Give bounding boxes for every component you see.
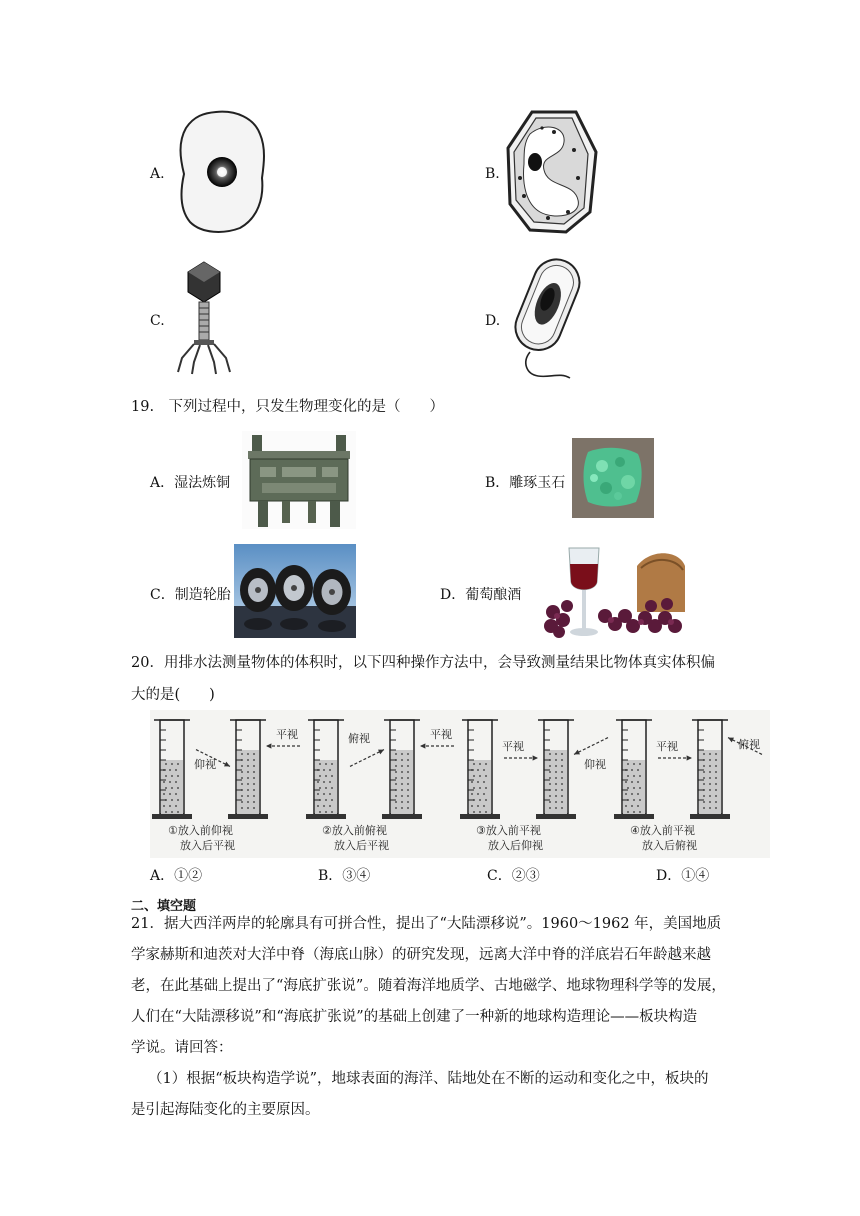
- cylinder-1-before-base: [152, 814, 192, 819]
- q19-option-b-text: 雕琢玉石: [509, 475, 566, 491]
- q19-option-d-letter: D．: [440, 587, 466, 603]
- animal-cell-icon: [176, 108, 268, 236]
- q19-option-a-letter: A．: [150, 475, 175, 491]
- q20-option-a[interactable]: [150, 865, 202, 885]
- q19-option-c-letter: C．: [150, 587, 175, 603]
- cylinder-3-after-base: [536, 814, 576, 819]
- plant-cell-icon: [504, 108, 600, 236]
- q18-option-d-letter: D.: [485, 313, 501, 329]
- panel-label-3-line2: 放入后仰视: [488, 839, 543, 852]
- q19-option-d-text: 葡萄酿酒: [465, 587, 522, 603]
- q20-stem-line2: 大的是( ): [131, 687, 215, 703]
- q18-option-c-letter: C.: [150, 313, 165, 329]
- q19-option-d[interactable]: [440, 584, 521, 604]
- q19-option-a[interactable]: [150, 472, 230, 492]
- q20-option-c[interactable]: [487, 865, 540, 885]
- bronze-ding-icon: [242, 431, 356, 529]
- q21-line-4: 人们在“大陆漂移说”和“海底扩张说”的基础上创建了一种新的地球构造理论——板块构造: [131, 1009, 698, 1025]
- q19-option-c[interactable]: [150, 584, 231, 604]
- grape-wine-icon: [541, 542, 685, 640]
- q19-option-c-text: 制造轮胎: [174, 587, 231, 603]
- panel-label-2-line1: ②放入前俯视: [322, 824, 387, 837]
- bacterium-icon: [508, 252, 588, 384]
- tires-icon: [234, 544, 356, 638]
- panel-label-3-line1: ③放入前平视: [476, 824, 541, 837]
- q20-option-a-text: ①②: [174, 868, 203, 884]
- view-label-2-first: 俯视: [348, 732, 370, 745]
- q18-option-b-letter: B.: [485, 166, 500, 182]
- q19-option-b[interactable]: [485, 472, 565, 492]
- bacteriophage-icon: [172, 258, 236, 378]
- view-label-4-first: 平视: [656, 740, 678, 753]
- q20-option-b[interactable]: [318, 865, 370, 885]
- q21-line-2: 学家赫斯和迪茨对大洋中脊（海底山脉）的研究发现，远离大洋中脊的洋底岩石年龄越来越: [131, 947, 711, 963]
- q20-option-b-letter: B．: [318, 868, 343, 884]
- q21-line-5: 学说。请回答：: [131, 1040, 233, 1056]
- panel-label-2-line2: 放入后平视: [334, 839, 389, 852]
- cylinder-figure: [150, 710, 770, 858]
- panel-label-4-line1: ④放入前平视: [630, 824, 695, 837]
- q21-sub1-line1: （1）根据“板块构造学说”，地球表面的海洋、陆地处在不断的运动和变化之中，板块的: [148, 1071, 709, 1087]
- jade-stone-icon: [572, 438, 654, 518]
- section-heading: 二、填空题: [131, 899, 197, 914]
- view-label-4-second: 俯视: [738, 738, 760, 751]
- cylinder-4-after-base: [690, 814, 730, 819]
- panel-label-1-line2: 放入后平视: [180, 839, 235, 852]
- q20-option-c-letter: C．: [487, 868, 512, 884]
- q19-option-b-letter: B．: [485, 475, 510, 491]
- cylinder-3-before-base: [460, 814, 500, 819]
- view-label-3-second: 仰视: [584, 758, 606, 771]
- q20-option-d-text: ①④: [681, 868, 710, 884]
- panel-label-1-line1: ①放入前仰视: [168, 824, 233, 837]
- q20-option-c-text: ②③: [511, 868, 540, 884]
- q20-option-d-letter: D．: [656, 868, 682, 884]
- q18-option-a-letter: A.: [150, 166, 165, 182]
- cylinder-2-after-base: [382, 814, 422, 819]
- q21-sub1-line2: 是引起海陆变化的主要原因。: [131, 1102, 320, 1118]
- view-label-1-second: 平视: [276, 728, 298, 741]
- panel-label-4-line2: 放入后俯视: [642, 839, 697, 852]
- q20-stem-line1: 20．用排水法测量物体的体积时，以下四种操作方法中，会导致测量结果比物体真实体积偏: [131, 655, 715, 671]
- q20-option-b-text: ③④: [342, 868, 371, 884]
- q20-option-a-letter: A．: [150, 868, 175, 884]
- cylinder-1-after-base: [228, 814, 268, 819]
- view-label-1-first: 仰视: [194, 758, 216, 771]
- q21-line-3: 老，在此基础上提出了“海底扩张说”。随着海洋地质学、古地磁学、地球物理科学等的发展，: [131, 978, 726, 994]
- cylinder-4-before-base: [614, 814, 654, 819]
- q19-option-a-text: 湿法炼铜: [174, 475, 231, 491]
- q20-option-d[interactable]: [656, 865, 709, 885]
- q21-line-1: 21．据大西洋两岸的轮廓具有可拼合性，提出了“大陆漂移说”。1960～1962 年，美国地质: [131, 916, 722, 932]
- view-label-2-second: 平视: [430, 728, 452, 741]
- q19-stem: 19. 下列过程中，只发生物理变化的是（ ）: [131, 399, 445, 415]
- view-label-3-first: 平视: [502, 740, 524, 753]
- cylinder-2-before-base: [306, 814, 346, 819]
